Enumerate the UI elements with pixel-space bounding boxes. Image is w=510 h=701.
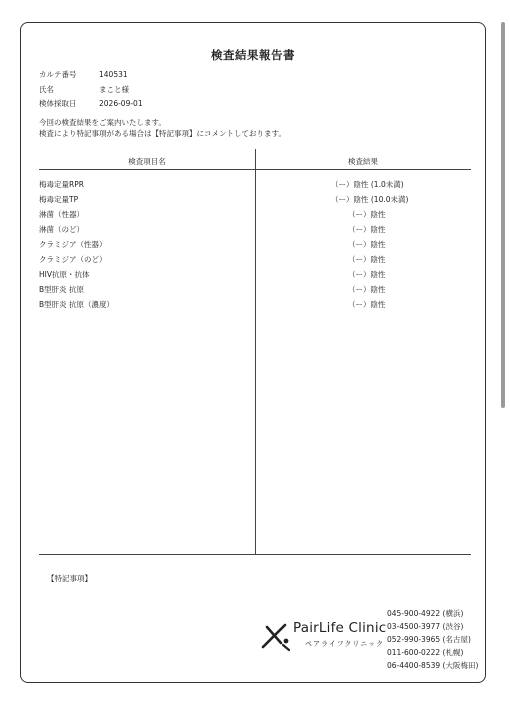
- results-table: [39, 149, 471, 555]
- meta-value: 140531: [99, 70, 128, 79]
- intro-line: 今回の検査結果をご案内いたします。: [39, 118, 166, 127]
- scrollbar[interactable]: [501, 22, 505, 408]
- clinic-phone: 06-4400-8539 (大阪梅田): [387, 661, 479, 670]
- clinic-phone: 045-900-4922 (横浜): [387, 609, 464, 618]
- clinic-phone-list: [387, 607, 478, 672]
- clinic-phone: 03-4500-3977 (渋谷): [387, 622, 464, 631]
- table-row: [39, 299, 471, 311]
- clinic-logo: [259, 617, 389, 657]
- test-result: （ー）陰性: [348, 270, 386, 279]
- clinic-name-kana: ペアライフクリニック: [305, 640, 384, 648]
- meta-label: カルテ番号: [39, 70, 77, 79]
- notes-label: 【特記事項】: [47, 574, 92, 583]
- test-item: 淋菌（のど）: [39, 225, 84, 234]
- table-row: [39, 239, 471, 251]
- test-result: （ー）陰性 (1.0未満): [331, 180, 404, 189]
- table-row: [39, 269, 471, 281]
- column-header-result: 検査結果: [348, 157, 378, 166]
- meta-value: 2026-09-01: [99, 99, 143, 108]
- test-item: クラミジア（のど）: [39, 255, 107, 264]
- report-sheet: [20, 22, 486, 683]
- clinic-logo-icon: [259, 619, 293, 653]
- intro-line: 検査により特記事項がある場合は【特記事項】にコメントしております。: [39, 129, 286, 138]
- test-item: B型肝炎 抗原: [39, 285, 85, 294]
- column-header-item: 検査項目名: [128, 157, 166, 166]
- test-result: （ー）陰性: [348, 240, 386, 249]
- meta-label: 氏名: [39, 85, 54, 94]
- test-item: 梅毒定量TP: [39, 195, 79, 204]
- meta-value: まこと様: [99, 85, 129, 94]
- test-item: B型肝炎 抗原（濃度）: [39, 300, 115, 309]
- test-result: （ー）陰性 (10.0未満): [331, 195, 409, 204]
- table-row: [39, 209, 471, 221]
- table-row: [39, 224, 471, 236]
- test-result: （ー）陰性: [348, 255, 386, 264]
- test-item: 淋菌（性器）: [39, 210, 84, 219]
- test-item: クラミジア（性器）: [39, 240, 107, 249]
- intro-text: [39, 117, 286, 139]
- meta-label: 検体採取日: [39, 99, 77, 108]
- test-item: HIV抗原・抗体: [39, 270, 90, 279]
- table-row: [39, 179, 471, 191]
- test-item: 梅毒定量RPR: [39, 180, 84, 189]
- clinic-name: PairLife Clinic: [293, 620, 387, 636]
- clinic-phone: 011-600-0222 (札幌): [387, 648, 464, 657]
- test-result: （ー）陰性: [348, 225, 386, 234]
- table-row: [39, 254, 471, 266]
- report-title: 検査結果報告書: [211, 48, 295, 62]
- test-result: （ー）陰性: [348, 210, 386, 219]
- test-result: （ー）陰性: [348, 300, 386, 309]
- table-row: [39, 284, 471, 296]
- test-result: （ー）陰性: [348, 285, 386, 294]
- table-row: [39, 194, 471, 206]
- meta-sample-date: [39, 98, 143, 109]
- meta-patient-name: [39, 84, 129, 95]
- meta-chart-number: [39, 69, 128, 80]
- clinic-phone: 052-990-3965 (名古屋): [387, 635, 471, 644]
